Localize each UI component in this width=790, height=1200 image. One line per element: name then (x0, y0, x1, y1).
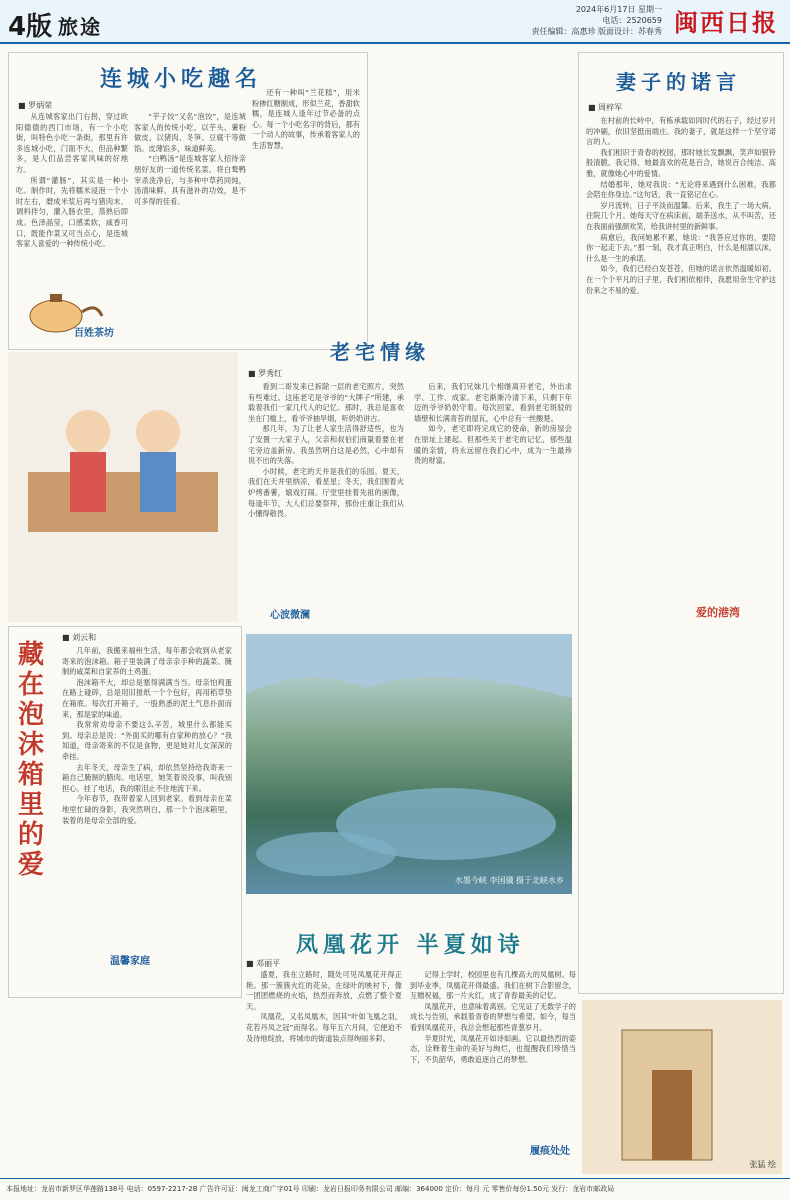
article3-title: 老宅情缘 (330, 340, 430, 364)
photo-caption: 水墨今峡 李国骥 摄于北峡水乡 (454, 876, 564, 885)
article5-para: 记得上学时，校园里也有几棵高大的凤凰树。每到毕业季，凤凰花开得最盛。我们在树下合影留念，互赠祝福，那一片火红，成了青春最美的记忆。 (410, 970, 576, 1001)
article5-title: 凤凰花开 半夏如诗 (296, 932, 525, 958)
article2-para: 在村前的长岭中，有栋承载如同时代的石子，经过岁月的冲刷，依旧坚挺而端庄。我的妻子，就是这样一个坚守诺言的人。 (586, 116, 776, 147)
article3-para: 看到二哥发来已拆除一层的老宅照片，突然有些难过。这座老宅是爷爷的“大牌子”所建，承载着我们一家几代人的记忆。那时，我总是喜欢坐在门槛上，看爷爷抽旱烟，听奶奶讲古。 (248, 382, 404, 423)
article2-col (586, 116, 776, 716)
article1-para: 还有一种叫“兰花糕”，用米粉掺红糖制成，形似兰花，香甜软糯，是连城人逢年过节必备的点心。每一个小吃名字的背后，都有一个动人的故事，传承着客家人的生活智慧。 (252, 88, 360, 150)
lake-landscape-icon (246, 634, 572, 894)
article5-para: 半夏时光，凤凰花开如诗如画。它以最热烈的姿态，诠释着生命的美好与绚烂，也提醒我们珍惜当下，不负韶华，勇敢追逐自己的梦想。 (410, 1033, 576, 1064)
article5-para: 凤凰花开，也意味着离别。它见证了无数学子的成长与告别，承载着青春的梦想与希望。如今，每当看到凤凰花开，我总会想起那些青葱岁月。 (410, 1001, 576, 1032)
article2-para: 病愈后，我问她累不累，她说：“我答应过你的，要陪你一起走下去。”那一刻，我才真正明白，什么是相濡以沫，什么是一生的承诺。 (586, 232, 776, 263)
kitchen-illustration (8, 352, 238, 622)
article5-para: 盛夏，我在立路时，随处可见凤凰花开得正艳。那一簇簇火红的花朵，在绿叶的映衬下，像一团团燃烧的火焰，热烈而奔放，点燃了整个夏天。 (246, 970, 402, 1011)
article2-para: 我们相识于青春的校园，那时她长发飘飘，笑声如银铃般清脆。我记得，她最喜欢的花是百合，她说百合纯洁、高雅，就像她心中的爱情。 (586, 147, 776, 178)
landscape-photo (246, 634, 572, 894)
article3-col1 (248, 382, 404, 626)
article1-col3 (252, 88, 360, 340)
article4-para: 我常常劝母亲不要这么辛苦，城里什么都能买到。母亲总是说：“外面买的哪有自家种的放心？”我知道，母亲寄来的不仅是食物，更是她对儿女深深的牵挂。 (62, 720, 232, 761)
header-editors: 责任编辑：高惠珍 版面设计：苏春秀 (531, 27, 662, 36)
doorway-icon (582, 1000, 782, 1174)
article1-para: 所谓“灌肠”，其实是一种小吃。制作时，先将糯米浸泡一个小时左右，磨成米浆后再与猪肉末、调料拌匀，灌入肠衣里，蒸熟后即成。色泽晶莹，口感柔软，咸香可口，既能作菜又可当点心，是连城客家人喜爱的一种传统小吃。 (16, 175, 128, 249)
article4-col (62, 646, 232, 946)
column-label: 心波微澜 (270, 610, 310, 621)
artist-credit: 张猛 绘 (749, 1160, 776, 1169)
article4-title: 藏在泡沫箱里的爱 (18, 640, 50, 880)
article5-col1 (246, 970, 402, 1174)
article2-title: 妻子的诺言 (616, 70, 741, 94)
article1-title: 连城小吃趣名 (100, 66, 263, 92)
article2-para: 结婚那年，她对我说：“无论将来遇到什么困难，我都会陪在你身边。”这句话，我一直铭记在心。 (586, 179, 776, 200)
article1-col1 (16, 112, 128, 252)
article5-author: ■ 邓丽平 (246, 959, 281, 968)
article4-author: ■ 刘云和 (62, 633, 97, 642)
article2-author: ■ 周梓军 (588, 103, 623, 112)
column-label: 百姓茶坊 (74, 328, 114, 339)
article4-para: 去年冬天，母亲生了病，却依然坚持给我寄来一箱自己腌制的腊肉。电话里，她笑着说没事，叫我别担心。挂了电话，我的眼泪止不住地流下来。 (62, 762, 232, 793)
article1-author: ■ 罗炳荣 (18, 101, 53, 110)
article5-col2 (410, 970, 576, 1110)
article1-para: 从连城客家出门右拐，穿过欧阳德德的西门市场，有一个小吃街，叫特色小吃一条街，那里有许多连城小吃，门面不大，但品种繁多，是人们品尝客家风味的好地方。 (16, 112, 128, 174)
article2-para: 如今，我们已经白发苍苍，但她的诺言依然温暖如初。在一个个平凡的日子里，我们相依相伴，我愿用余生守护这份来之不易的爱。 (586, 264, 776, 295)
article1-para: “芋子饺”又名“泡饺”，是连城客家人的传统小吃，以芋头、薯粉做皮，以猪肉、冬笋、豆腐干等做馅。皮薄馅多，味道鲜美。 (134, 112, 246, 153)
column-label: 爱的港湾 (696, 606, 740, 619)
page-footer: 本报地址：龙岩市新罗区华莲路138号 电话：0597-2217-2B 广告许可证：闽龙工商广字01号 印刷：龙岩日报印务有限公司 邮编：364000 定价：每月 元 零售价每份1.50元 发行：龙岩市邮政局 (0, 1178, 790, 1200)
article4-para: 几年前，我搬来福州生活，每年都会收到从老家寄来的泡沫箱。箱子里装满了母亲亲手种的蔬菜、腌制的咸菜和自家养的土鸡蛋。 (62, 646, 232, 677)
article4-para: 今年春节，我带着家人回到老家。看到母亲在菜地里忙碌的身影，我突然明白，那一个个泡沫箱里，装着的是母亲全部的爱。 (62, 794, 232, 825)
article3-author: ■ 罗秀红 (248, 369, 283, 378)
masthead-band (0, 0, 790, 44)
article3-para: 如今，老宅即将完成它的使命，新的房屋会在原址上建起。但那些关于老宅的记忆，那些温暖的亲情，将永远留在我们心中，成为一生最珍贵的财富。 (414, 424, 572, 466)
article3-para: 后来，我们兄妹几个相继离开老宅，外出求学、工作、成家。老宅渐渐冷清下来，只剩下年迈的爷爷奶奶守着。每次回家，看到老宅斑驳的墙壁和长满青苔的屋瓦，心中总有一丝酸楚。 (414, 382, 572, 423)
column-label: 温馨家庭 (110, 956, 150, 967)
column-label: 履痕处处 (530, 1146, 570, 1157)
issue-date: 2024年6月17日 星期一 (575, 5, 662, 14)
header-meta (531, 4, 662, 37)
header-phone: 电话：2520659 (602, 16, 662, 25)
article1-para: “白鸭汤”是连城客家人招待亲朋好友的一道传统名菜。将白鹜鸭宰杀洗净后，与多种中草药同炖，汤清味鲜，具有滋补的功效，是不可多得的佳肴。 (134, 154, 246, 206)
article3-para: 小时候，老宅的天井是我们的乐园。夏天，我们在天井里纳凉，看星星；冬天，我们围着火炉烤番薯，嬉戏打闹。厅堂里挂着先祖的画像，每逢年节，大人们总要祭拜，那份庄重让我们从小懂得敬畏。 (248, 466, 404, 519)
article2-para: 岁月流转，日子平淡而温馨。后来，我生了一场大病，住院几个月。她每天守在病床前，端茶送水，从不叫苦，还在我面前强颜欢笑，给我讲村里的新鲜事。 (586, 200, 776, 231)
article5-para: 凤凰花，又名凤凰木，因其“叶如飞凰之羽，花若丹凤之冠”而得名。每年五六月间，它便迫不及待地绽放，将城市的街道装点得绚丽多彩。 (246, 1012, 402, 1043)
article1-deco (16, 256, 126, 340)
article3-col2 (414, 382, 572, 626)
article4-para: 泡沫箱不大，却总是塞得满满当当。母亲怕鸡蛋在路上碰碎，总是用旧报纸一个个包好，再用稻草垫在箱底。每次打开箱子，一股熟悉的泥土气息扑面而来，那是家的味道。 (62, 677, 232, 719)
cooking-scene-icon (8, 352, 238, 622)
article1-col2 (134, 112, 246, 340)
newspaper-logo: 闽西日报 (674, 8, 778, 37)
section-title: 旅途 (58, 15, 102, 39)
page-number: 4版 (8, 12, 53, 42)
house-illustration (582, 1000, 782, 1174)
article3-para: 那几年，为了让老人家生活得舒适些，也为了安置一大家子人，父亲和叔伯们商量着要在老宅旁边盖新房。我虽然明白这是必然，心中却有说不出的失落。 (248, 424, 404, 466)
